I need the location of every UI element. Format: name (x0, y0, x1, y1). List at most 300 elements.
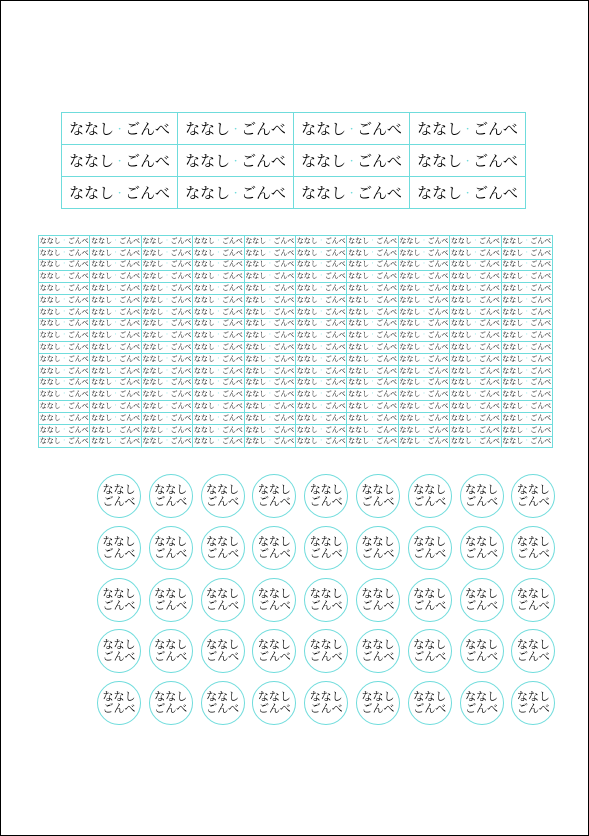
family-name: ごんべ (530, 402, 552, 411)
given-name: ななし (348, 378, 370, 387)
small-label (193, 401, 244, 413)
family-name: ごんべ (170, 366, 192, 375)
family-name: ごんべ (125, 184, 170, 202)
large-label (410, 145, 526, 177)
given-name: ななし (450, 272, 472, 281)
name-separator: ・ (524, 414, 530, 421)
name-separator: ・ (164, 237, 170, 244)
given-name: ななし (348, 236, 370, 245)
family-name: ごんべ (427, 236, 449, 245)
family-name: ごんべ (67, 343, 89, 352)
given-name: ななし (301, 120, 347, 138)
small-label (502, 260, 553, 272)
given-name: ななし (450, 331, 472, 340)
given-name: ななし (154, 483, 188, 496)
family-name: ごんべ (67, 402, 89, 411)
name-separator: ・ (318, 414, 324, 421)
family-name: ごんべ (530, 437, 552, 446)
small-label (90, 283, 141, 295)
small-label (90, 401, 141, 413)
name-separator: ・ (524, 320, 530, 327)
small-label (347, 425, 398, 437)
given-name: ななし (399, 390, 421, 399)
given-name: ななし (91, 236, 113, 245)
small-label (90, 248, 141, 260)
circle-label (201, 474, 245, 518)
name-separator: ・ (113, 438, 119, 445)
given-name: ななし (142, 378, 164, 387)
given-name: ななし (102, 534, 136, 548)
name-separator: ・ (318, 261, 324, 268)
family-name: ごんべ (478, 319, 500, 328)
family-name: ごんべ (478, 260, 500, 269)
family-name: ごんべ (273, 319, 295, 328)
given-name: ななし (301, 152, 347, 170)
given-name: ななし (142, 260, 164, 269)
family-name: ごんべ (413, 650, 447, 664)
name-separator: ・ (370, 332, 376, 339)
circle-label (97, 578, 141, 622)
given-name: ななし (399, 319, 421, 328)
small-label (296, 260, 347, 272)
given-name: ななし (39, 366, 61, 375)
family-name: ごんべ (221, 390, 243, 399)
family-name: ごんべ (413, 495, 447, 508)
name-separator: ・ (215, 332, 221, 339)
name-separator: ・ (61, 249, 67, 256)
circle-label (201, 681, 245, 725)
name-separator: ・ (215, 403, 221, 410)
given-name: ななし (245, 402, 267, 411)
given-name: ななし (193, 272, 215, 281)
small-label (347, 378, 398, 390)
given-name: ななし (193, 284, 215, 293)
name-separator: ・ (472, 426, 478, 433)
family-name: ごんべ (324, 307, 346, 316)
small-label (142, 248, 193, 260)
given-name: ななし (91, 331, 113, 340)
circle-label (304, 578, 348, 622)
small-label (142, 271, 193, 283)
small-label (39, 425, 90, 437)
name-separator: ・ (421, 367, 427, 374)
name-separator: ・ (421, 261, 427, 268)
circle-label (356, 681, 400, 725)
small-label (502, 295, 553, 307)
name-separator: ・ (347, 189, 357, 199)
circle-label (149, 629, 193, 673)
family-name: ごんべ (427, 402, 449, 411)
family-name: ごんべ (376, 284, 397, 293)
family-name: ごんべ (478, 331, 500, 340)
large-label (294, 113, 410, 145)
family-name: ごんべ (427, 295, 449, 304)
given-name: ななし (142, 272, 164, 281)
family-name: ごんべ (427, 425, 449, 434)
family-name: ごんべ (530, 366, 552, 375)
small-label (39, 236, 90, 248)
name-separator: ・ (472, 332, 478, 339)
name-separator: ・ (215, 237, 221, 244)
small-label (193, 413, 244, 425)
small-label (39, 413, 90, 425)
name-separator: ・ (113, 249, 119, 256)
given-name: ななし (502, 402, 524, 411)
family-name: ごんべ (324, 425, 346, 434)
name-separator: ・ (164, 438, 170, 445)
given-name: ななし (193, 378, 215, 387)
small-label (245, 271, 296, 283)
small-label (502, 389, 553, 401)
given-name: ななし (185, 152, 231, 170)
given-name: ななし (142, 307, 164, 316)
circle-label (304, 526, 348, 570)
family-name: ごんべ (170, 284, 192, 293)
small-label (347, 236, 398, 248)
family-name: ごんべ (67, 331, 89, 340)
name-separator: ・ (472, 285, 478, 292)
name-separator: ・ (524, 426, 530, 433)
small-label (399, 248, 450, 260)
name-separator: ・ (524, 379, 530, 386)
circle-label (149, 474, 193, 518)
given-name: ななし (142, 343, 164, 352)
small-label (399, 260, 450, 272)
name-separator: ・ (524, 308, 530, 315)
small-label (296, 271, 347, 283)
given-name: ななし (245, 295, 267, 304)
name-separator: ・ (472, 320, 478, 327)
given-name: ななし (450, 307, 472, 316)
family-name: ごんべ (221, 354, 243, 363)
given-name: ななし (399, 307, 421, 316)
given-name: ななし (502, 437, 524, 446)
given-name: ななし (450, 236, 472, 245)
name-separator: ・ (472, 308, 478, 315)
name-separator: ・ (370, 403, 376, 410)
family-name: ごんべ (154, 650, 188, 664)
small-label (399, 342, 450, 354)
given-name: ななし (399, 378, 421, 387)
small-label (399, 425, 450, 437)
small-label (193, 307, 244, 319)
small-label (399, 413, 450, 425)
name-separator: ・ (421, 308, 427, 315)
name-separator: ・ (370, 249, 376, 256)
given-name: ななし (296, 425, 318, 434)
family-name: ごんべ (221, 319, 243, 328)
small-label (399, 283, 450, 295)
small-label (39, 342, 90, 354)
given-name: ななし (296, 284, 318, 293)
small-label (502, 248, 553, 260)
small-label (450, 437, 501, 449)
name-separator: ・ (421, 414, 427, 421)
family-name: ごんべ (67, 295, 89, 304)
small-label (39, 366, 90, 378)
circle-label (149, 526, 193, 570)
name-separator: ・ (421, 438, 427, 445)
small-label (142, 425, 193, 437)
family-name: ごんべ (516, 702, 550, 716)
family-name: ごんべ (241, 152, 286, 170)
name-separator: ・ (472, 403, 478, 410)
given-name: ななし (102, 690, 136, 704)
small-label (450, 271, 501, 283)
given-name: ななし (257, 534, 291, 548)
given-name: ななし (142, 319, 164, 328)
family-name: ごんべ (530, 378, 552, 387)
name-separator: ・ (472, 296, 478, 303)
given-name: ななし (450, 295, 472, 304)
small-label (347, 319, 398, 331)
name-separator: ・ (370, 320, 376, 327)
family-name: ごんべ (170, 343, 192, 352)
given-name: ななし (417, 120, 463, 138)
small-label (450, 295, 501, 307)
family-name: ごんべ (465, 598, 498, 612)
given-name: ななし (91, 307, 113, 316)
name-separator: ・ (370, 438, 376, 445)
family-name: ごんべ (119, 354, 141, 363)
name-separator: ・ (113, 367, 119, 374)
given-name: ななし (296, 319, 318, 328)
family-name: ごんべ (102, 495, 136, 508)
family-name: ごんべ (221, 236, 243, 245)
name-separator: ・ (113, 308, 119, 315)
family-name: ごんべ (273, 236, 295, 245)
given-name: ななし (348, 331, 370, 340)
family-name: ごんべ (273, 248, 295, 257)
family-name: ごんべ (221, 402, 243, 411)
name-separator: ・ (61, 355, 67, 362)
family-name: ごんべ (478, 390, 500, 399)
name-separator: ・ (215, 285, 221, 292)
family-name: ごんべ (516, 650, 550, 664)
family-name: ごんべ (361, 702, 395, 716)
given-name: ななし (193, 260, 215, 269)
name-separator: ・ (472, 237, 478, 244)
small-label (450, 307, 501, 319)
given-name: ななし (296, 343, 318, 352)
given-name: ななし (206, 638, 240, 652)
given-name: ななし (91, 354, 113, 363)
given-name: ななし (193, 248, 215, 257)
name-separator: ・ (267, 320, 273, 327)
small-label (90, 330, 141, 342)
given-name: ななし (399, 236, 421, 245)
name-separator: ・ (318, 273, 324, 280)
given-name: ななし (245, 307, 267, 316)
given-name: ななし (348, 272, 370, 281)
name-separator: ・ (61, 296, 67, 303)
family-name: ごんべ (221, 248, 243, 257)
name-separator: ・ (113, 237, 119, 244)
name-separator: ・ (524, 237, 530, 244)
given-name: ななし (450, 413, 472, 422)
name-separator: ・ (421, 320, 427, 327)
large-name-labels (61, 112, 526, 209)
given-name: ななし (206, 690, 240, 704)
family-name: ごんべ (119, 425, 141, 434)
given-name: ななし (91, 272, 113, 281)
family-name: ごんべ (221, 343, 243, 352)
small-label (450, 378, 501, 390)
small-label (193, 260, 244, 272)
name-separator: ・ (318, 308, 324, 315)
name-separator: ・ (472, 344, 478, 351)
family-name: ごんべ (427, 354, 449, 363)
given-name: ななし (91, 260, 113, 269)
family-name: ごんべ (324, 236, 346, 245)
given-name: ななし (142, 236, 164, 245)
given-name: ななし (193, 331, 215, 340)
given-name: ななし (193, 413, 215, 422)
small-label (39, 378, 90, 390)
family-name: ごんべ (119, 437, 141, 446)
given-name: ななし (348, 284, 370, 293)
family-name: ごんべ (119, 236, 141, 245)
given-name: ななし (348, 390, 370, 399)
given-name: ななし (245, 425, 267, 434)
family-name: ごんべ (357, 152, 402, 170)
small-label (296, 330, 347, 342)
name-separator: ・ (164, 414, 170, 421)
small-label (39, 283, 90, 295)
given-name: ななし (142, 331, 164, 340)
given-name: ななし (399, 272, 421, 281)
small-label (245, 366, 296, 378)
family-name: ごんべ (273, 413, 295, 422)
family-name: ごんべ (324, 413, 346, 422)
family-name: ごんべ (427, 272, 449, 281)
given-name: ななし (91, 295, 113, 304)
name-separator: ・ (61, 273, 67, 280)
family-name: ごんべ (324, 343, 346, 352)
given-name: ななし (193, 366, 215, 375)
circle-label (408, 578, 452, 622)
name-separator: ・ (421, 355, 427, 362)
given-name: ななし (450, 390, 472, 399)
name-separator: ・ (164, 296, 170, 303)
given-name: ななし (91, 378, 113, 387)
given-name: ななし (91, 319, 113, 328)
given-name: ななし (39, 378, 61, 387)
given-name: ななし (296, 366, 318, 375)
name-separator: ・ (164, 355, 170, 362)
small-label (245, 378, 296, 390)
family-name: ごんべ (221, 425, 243, 434)
given-name: ななし (399, 343, 421, 352)
small-label (90, 366, 141, 378)
name-separator: ・ (463, 189, 473, 199)
large-label (178, 113, 294, 145)
family-name: ごんべ (273, 366, 295, 375)
given-name: ななし (245, 284, 267, 293)
name-separator: ・ (472, 414, 478, 421)
name-separator: ・ (472, 379, 478, 386)
given-name: ななし (296, 390, 318, 399)
given-name: ななし (206, 586, 240, 600)
given-name: ななし (399, 260, 421, 269)
small-label (39, 319, 90, 331)
name-separator: ・ (421, 249, 427, 256)
given-name: ななし (361, 638, 395, 652)
name-separator: ・ (61, 414, 67, 421)
circle-name-labels (97, 474, 563, 733)
small-label (245, 437, 296, 449)
family-name: ごんべ (530, 331, 552, 340)
given-name: ななし (413, 690, 447, 704)
family-name: ごんべ (119, 272, 141, 281)
given-name: ななし (39, 319, 61, 328)
name-separator: ・ (421, 285, 427, 292)
name-separator: ・ (61, 344, 67, 351)
name-separator: ・ (113, 379, 119, 386)
name-separator: ・ (267, 261, 273, 268)
small-name-labels (38, 235, 553, 448)
large-label (62, 145, 178, 177)
family-name: ごんべ (241, 184, 286, 202)
given-name: ななし (154, 690, 188, 704)
name-separator: ・ (318, 367, 324, 374)
given-name: ななし (39, 295, 61, 304)
family-name: ごんべ (530, 248, 552, 257)
given-name: ななし (348, 366, 370, 375)
name-separator: ・ (231, 189, 241, 199)
small-label (90, 378, 141, 390)
circle-label (97, 526, 141, 570)
family-name: ごんべ (427, 260, 449, 269)
given-name: ななし (399, 295, 421, 304)
given-name: ななし (502, 378, 524, 387)
name-separator: ・ (267, 414, 273, 421)
small-label (347, 342, 398, 354)
circle-label (408, 474, 452, 518)
small-label (296, 425, 347, 437)
name-separator: ・ (164, 285, 170, 292)
name-separator: ・ (215, 426, 221, 433)
circle-label (252, 681, 296, 725)
family-name: ごんべ (206, 650, 239, 664)
family-name: ごんべ (119, 307, 141, 316)
large-label (294, 145, 410, 177)
small-label (347, 271, 398, 283)
family-name: ごんべ (465, 546, 498, 560)
small-label (193, 248, 244, 260)
large-label (410, 113, 526, 145)
given-name: ななし (193, 402, 215, 411)
given-name: ななし (296, 402, 318, 411)
family-name: ごんべ (119, 402, 141, 411)
name-separator: ・ (164, 344, 170, 351)
name-separator: ・ (318, 438, 324, 445)
given-name: ななし (502, 307, 524, 316)
family-name: ごんべ (324, 248, 346, 257)
small-label (399, 354, 450, 366)
name-separator: ・ (472, 273, 478, 280)
given-name: ななし (245, 354, 267, 363)
name-separator: ・ (421, 403, 427, 410)
name-separator: ・ (115, 189, 125, 199)
family-name: ごんべ (465, 702, 498, 716)
family-name: ごんべ (530, 413, 552, 422)
family-name: ごんべ (427, 366, 449, 375)
given-name: ななし (296, 354, 318, 363)
name-separator: ・ (370, 261, 376, 268)
given-name: ななし (39, 437, 61, 446)
name-separator: ・ (164, 332, 170, 339)
